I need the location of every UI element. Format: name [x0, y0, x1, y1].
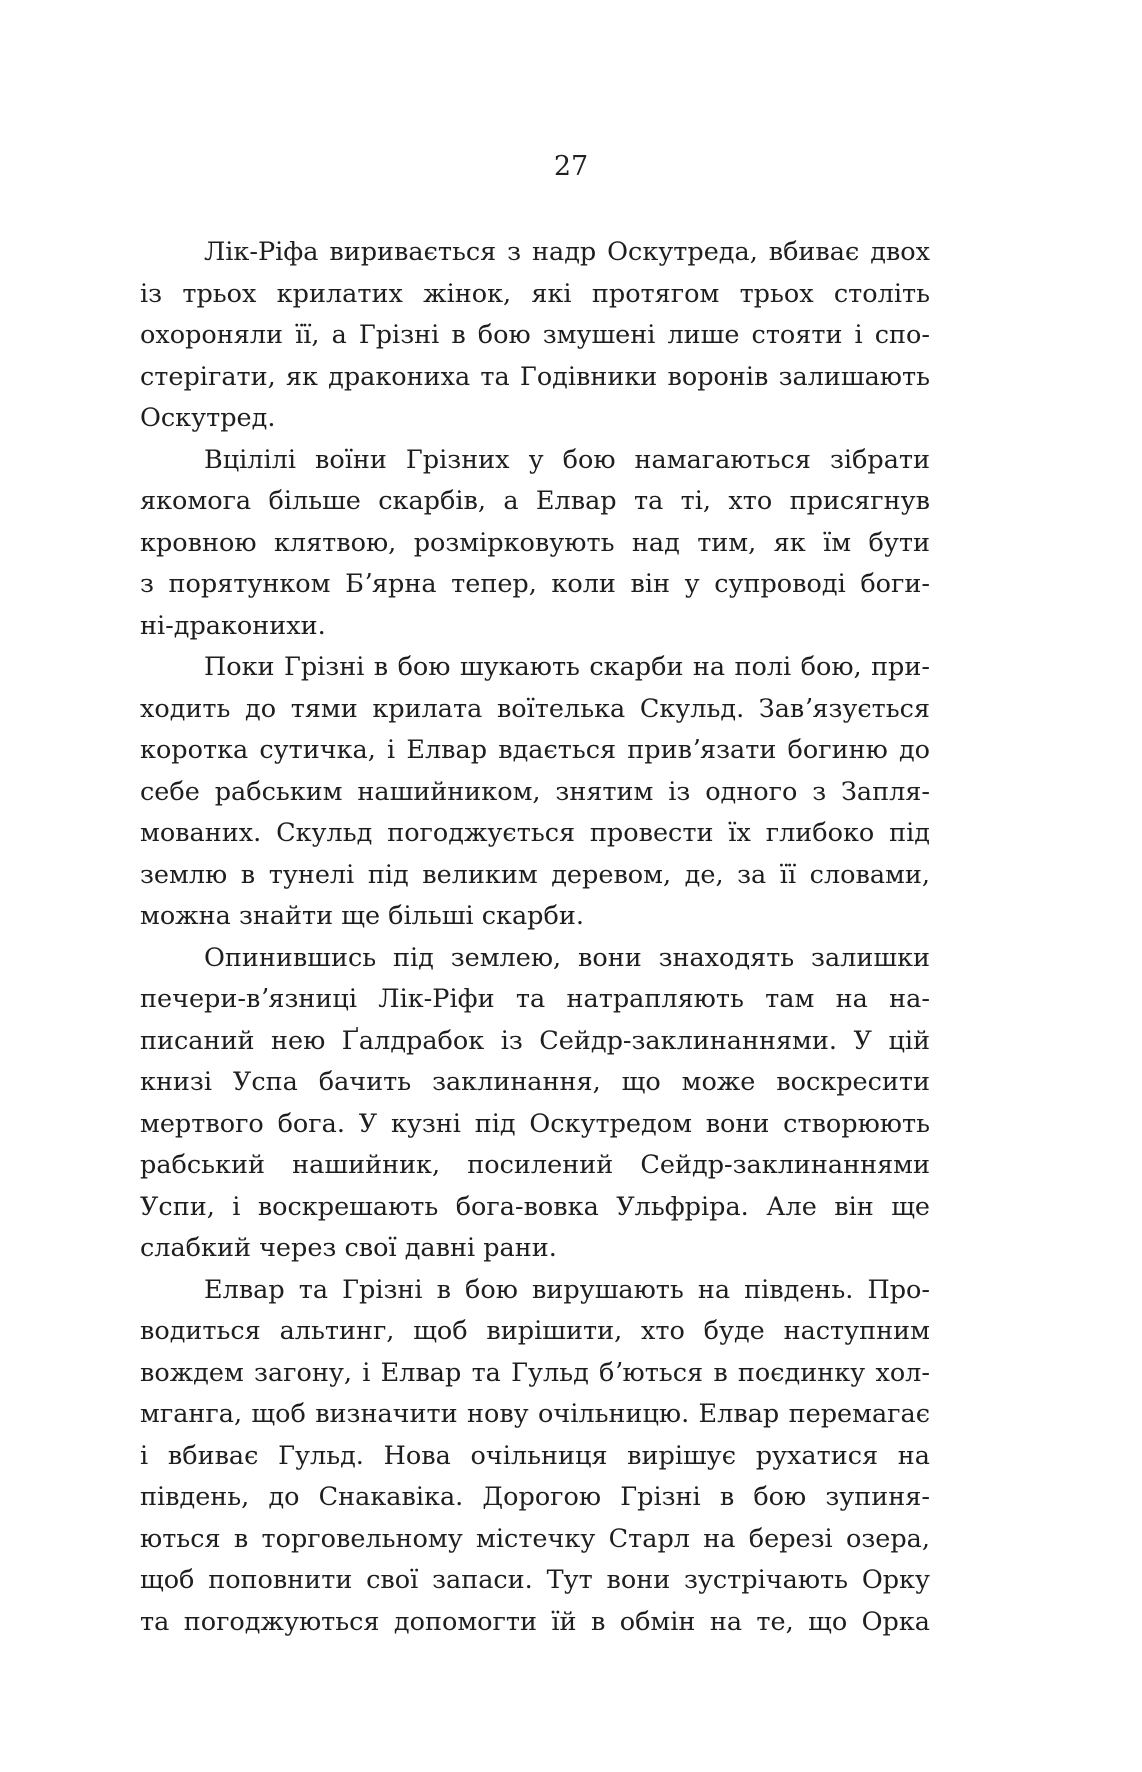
text-line: Елвар та Грізні в бою вирушають на південь. Про-	[204, 1274, 930, 1305]
text-line: Поки Грізні в бою шукають скарби на полі бою, при-	[204, 652, 930, 682]
text-line: Лік-Ріфа виривається з надр Оскутреда, вбиває двох	[204, 237, 930, 267]
text-line: Вцілілі воїни Грізних у бою намагаються зібрати	[204, 444, 930, 475]
text-line: водиться альтинг, щоб вирішити, хто буде наступним	[140, 1316, 930, 1346]
text-line: мганга, щоб визначити нову очільницю. Елвар перемагає	[140, 1399, 930, 1429]
body-text	[140, 232, 930, 1643]
text-line: з порятунком Бʼярна тепер, коли він у супроводі боги-	[140, 569, 930, 599]
text-line: стерігати, як дракониха та Годівники воронів залишають	[140, 361, 930, 392]
text-line: кровною клятвою, розмірковують над тим, як їм бути	[140, 527, 930, 558]
text-line: щоб поповнити свої запаси. Тут вони зустрічають Орку	[140, 1565, 930, 1595]
text-line: вождем загону, і Елвар та Гульд бʼються в поєдинку хол-	[140, 1357, 930, 1388]
text-line: ходить до тями крилата воїтелька Скульд. Завʼязується	[140, 693, 930, 724]
text-line: писаний нею Ґалдрабок із Сейдр-заклинаннями. У цій	[140, 1025, 930, 1056]
text-line: себе рабським нашийником, знятим із одного з Запля-	[140, 776, 930, 807]
text-line: печери-вʼязниці Лік-Ріфи та натрапляють там на на-	[140, 984, 930, 1014]
text-line: південь, до Снакавіка. Дорогою Грізні в бою зупиня-	[140, 1482, 930, 1512]
text-line: Успи, і воскрешають бога-вовка Ульфріра. Але він ще	[140, 1191, 930, 1222]
text-line: книзі Успа бачить заклинання, що може воскресити	[140, 1067, 930, 1097]
text-line: та погоджуються допомогти їй в обмін на те, що Орка	[140, 1606, 930, 1637]
paragraph	[140, 232, 930, 440]
text-line: ються в торговельному містечку Старл на березі озера,	[140, 1523, 930, 1554]
page-number: 27	[553, 151, 589, 182]
text-line: рабський нашийник, посилений Сейдр-заклинаннями	[140, 1150, 930, 1180]
paragraph	[140, 938, 930, 1270]
paragraph	[140, 440, 930, 648]
text-line: Оскутред.	[140, 403, 276, 433]
text-line: із трьох крилатих жінок, які протягом трьох століть	[140, 278, 930, 309]
text-line: коротка сутичка, і Елвар вдається привʼязати богиню до	[140, 735, 930, 765]
text-line: ні-драконихи.	[140, 610, 326, 641]
text-line: можна знайти ще більші скарби.	[140, 901, 584, 931]
paragraph	[140, 647, 930, 938]
text-line: якомога більше скарбів, а Елвар та ті, хто присягнув	[140, 486, 930, 516]
text-line: мованих. Скульд погоджується провести їх глибоко під	[140, 818, 930, 848]
text-line: і вбиває Гульд. Нова очільниця вирішує рухатися на	[140, 1440, 930, 1471]
text-line: охороняли її, а Грізні в бою змушені лише стояти і спо-	[140, 320, 930, 350]
text-line: мертвого бога. У кузні під Оскутредом вони створюють	[140, 1108, 930, 1139]
paragraph	[140, 1270, 930, 1644]
text-line: землю в тунелі під великим деревом, де, за її словами,	[140, 859, 930, 890]
text-line: Опинившись під землею, вони знаходять залишки	[204, 942, 930, 973]
text-line: слабкий через свої давні рани.	[140, 1233, 557, 1263]
